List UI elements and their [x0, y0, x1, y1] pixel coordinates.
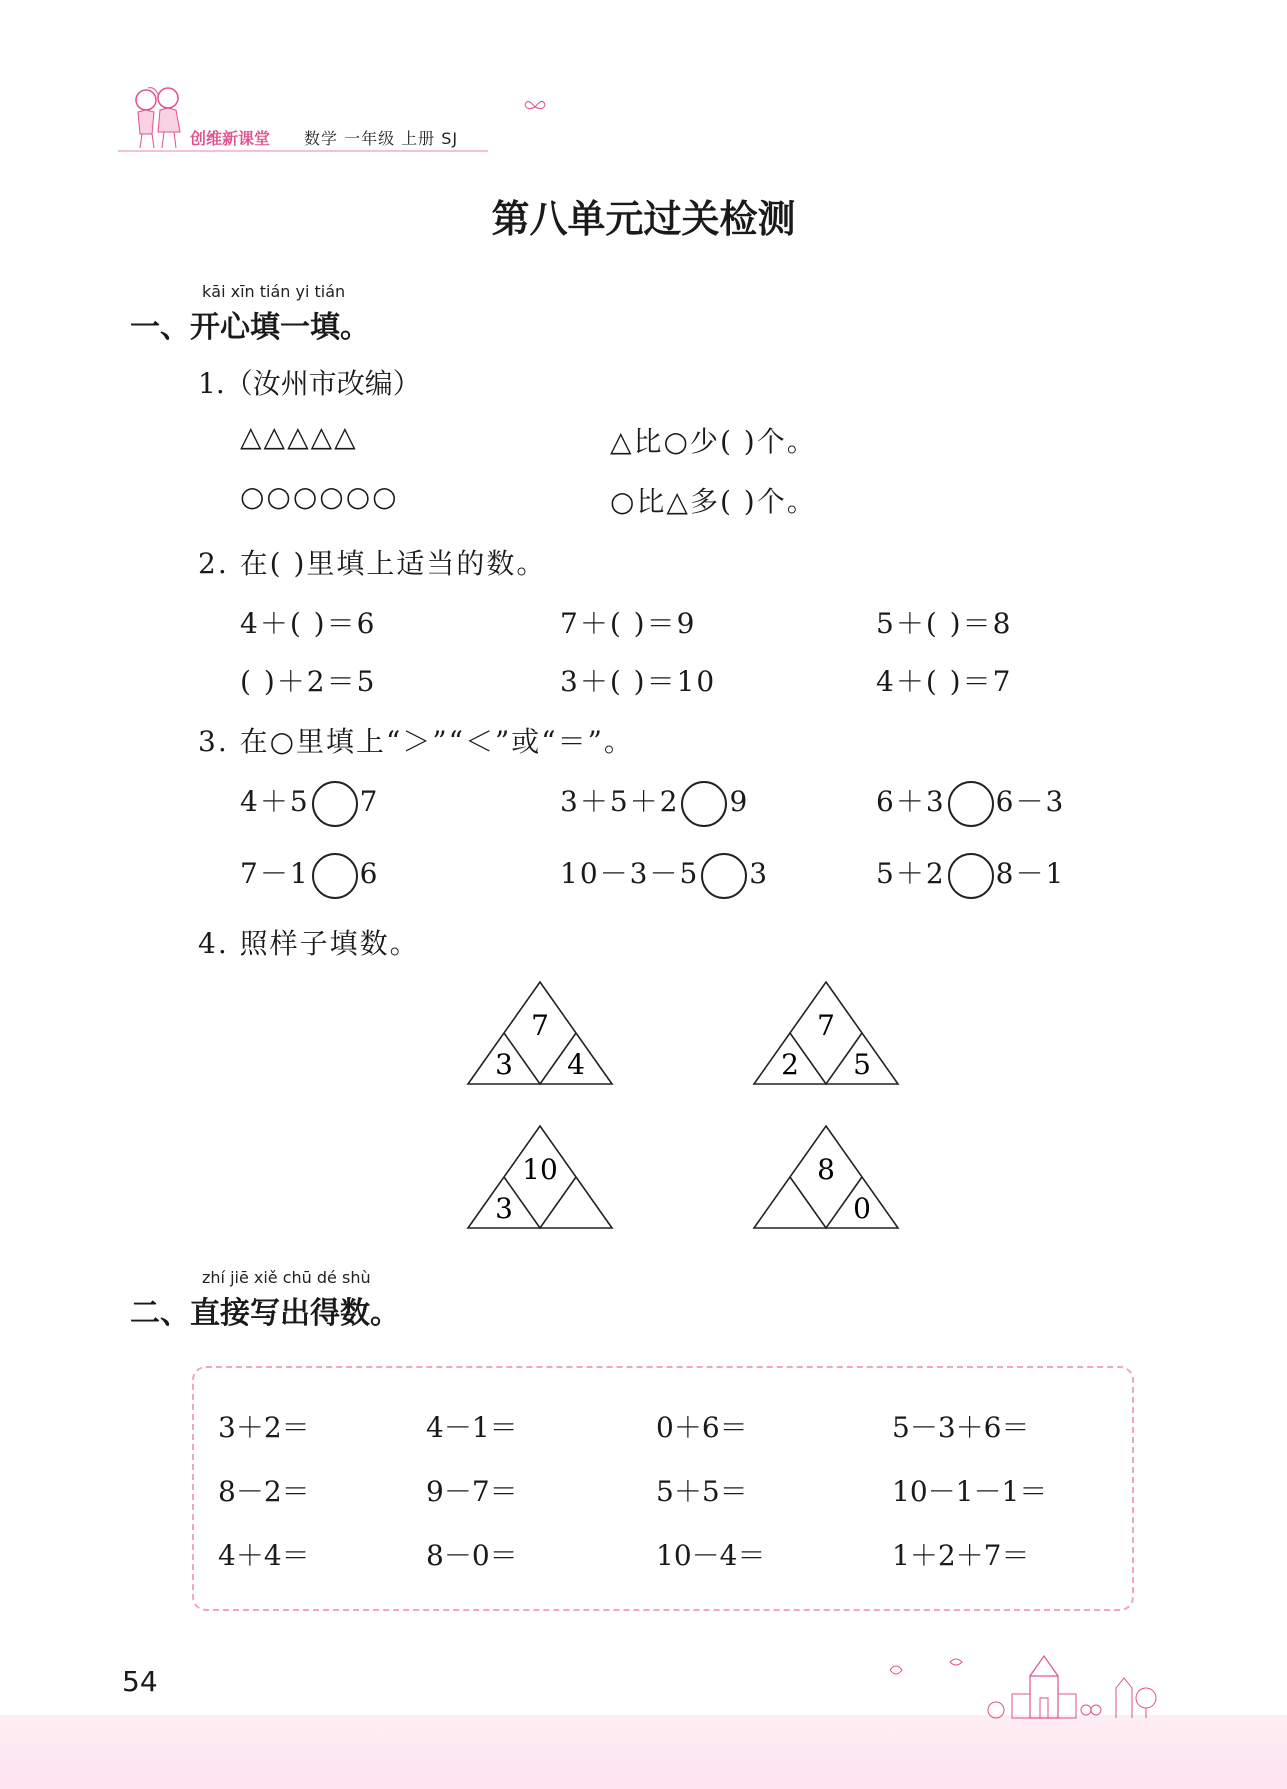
q2-item: 7＋( )＝9 — [560, 607, 697, 640]
q3-item — [876, 780, 1065, 827]
number-triangle — [466, 1124, 614, 1230]
brand-name: 创维新课堂 — [190, 129, 271, 148]
triangle-top-number: 8 — [817, 1153, 835, 1186]
footer-band — [0, 1715, 1287, 1789]
calc-item: 9－7＝ — [426, 1475, 518, 1508]
calc-item: 8－2＝ — [218, 1475, 310, 1508]
q3-left: 10－3－5 — [560, 857, 700, 890]
number-triangle — [752, 980, 900, 1086]
number-triangle — [752, 1124, 900, 1230]
section2-title: 二、直接写出得数。 — [130, 1296, 400, 1331]
triangle-left-number: 3 — [495, 1192, 513, 1225]
calculation-box — [192, 1366, 1134, 1611]
q1-question-b: ○比△多( )个。 — [610, 485, 817, 518]
triangle-top-number: 7 — [817, 1009, 835, 1042]
calc-item: 8－0＝ — [426, 1539, 518, 1572]
q2-item: 3＋( )＝10 — [560, 665, 717, 698]
calc-item: 5＋5＝ — [656, 1475, 748, 1508]
q3-left: 7－1 — [240, 857, 310, 890]
q1-circles: ○○○○○○ — [240, 480, 399, 513]
q3-item — [560, 780, 749, 827]
triangle-top-number: 7 — [531, 1009, 549, 1042]
q3-right: 3 — [749, 857, 770, 890]
section1-title: 一、开心填一填。 — [130, 310, 370, 345]
q3-right: 8－1 — [995, 857, 1066, 890]
compare-circle[interactable] — [948, 781, 994, 827]
q3-right: 9 — [729, 785, 750, 818]
calc-item: 10－4＝ — [656, 1539, 766, 1572]
triangle-right-number: 4 — [567, 1048, 585, 1081]
calc-item: 0＋6＝ — [656, 1411, 748, 1444]
q3-left: 6＋3 — [876, 785, 946, 818]
triangle-left-number: 2 — [781, 1048, 799, 1081]
q3-item — [876, 852, 1065, 899]
calc-item: 4－1＝ — [426, 1411, 518, 1444]
compare-circle[interactable] — [948, 853, 994, 899]
compare-circle[interactable] — [312, 853, 358, 899]
q1-question-a: △比○少( )个。 — [610, 425, 817, 458]
q2-item: 4＋( )＝6 — [240, 607, 377, 640]
q3-label: 3. 在○里填上“＞”“＜”或“＝”。 — [198, 725, 634, 758]
q3-right: 6 — [359, 857, 380, 890]
q3-right: 6－3 — [995, 785, 1066, 818]
header-rule — [118, 150, 488, 152]
castle-scenery-icon — [880, 1650, 1180, 1720]
calc-item: 4＋4＝ — [218, 1539, 310, 1572]
page-title: 第八单元过关检测 — [491, 197, 796, 241]
page-header — [118, 82, 538, 152]
q2-item: 4＋( )＝7 — [876, 665, 1013, 698]
q3-item — [240, 852, 379, 899]
calc-item: 3＋2＝ — [218, 1411, 310, 1444]
q4-label: 4. 照样子填数。 — [198, 927, 420, 960]
q3-item — [560, 852, 769, 899]
q2-item: 5＋( )＝8 — [876, 607, 1013, 640]
triangle-top-number: 10 — [522, 1153, 558, 1186]
number-triangle — [466, 980, 614, 1086]
q1-triangles: △△△△△ — [240, 420, 358, 453]
q3-left: 4＋5 — [240, 785, 310, 818]
q2-label: 2. 在( )里填上适当的数。 — [198, 547, 547, 580]
q2-item: ( )＋2＝5 — [240, 665, 377, 698]
children-mascot-icon — [126, 82, 190, 152]
book-subject: 数学 一年级 上册 SJ — [304, 129, 459, 148]
butterfly-icon — [523, 98, 547, 116]
q3-right: 7 — [359, 785, 380, 818]
compare-circle[interactable] — [681, 781, 727, 827]
calc-item: 5－3＋6＝ — [892, 1411, 1030, 1444]
triangle-right-number: 5 — [853, 1048, 871, 1081]
q3-left: 5＋2 — [876, 857, 946, 890]
triangle-left-number: 3 — [495, 1048, 513, 1081]
calc-item: 10－1－1＝ — [892, 1475, 1048, 1508]
compare-circle[interactable] — [701, 853, 747, 899]
q3-item — [240, 780, 379, 827]
triangle-right-number: 0 — [853, 1192, 871, 1225]
calc-item: 1＋2＋7＝ — [892, 1539, 1030, 1572]
section1-pinyin: kāi xīn tián yi tián — [202, 282, 346, 301]
section2-pinyin: zhí jiē xiě chū dé shù — [202, 1268, 371, 1287]
q3-left: 3＋5＋2 — [560, 785, 680, 818]
page-number: 54 — [122, 1665, 158, 1698]
compare-circle[interactable] — [312, 781, 358, 827]
q1-label: 1.（汝州市改编） — [198, 367, 421, 400]
